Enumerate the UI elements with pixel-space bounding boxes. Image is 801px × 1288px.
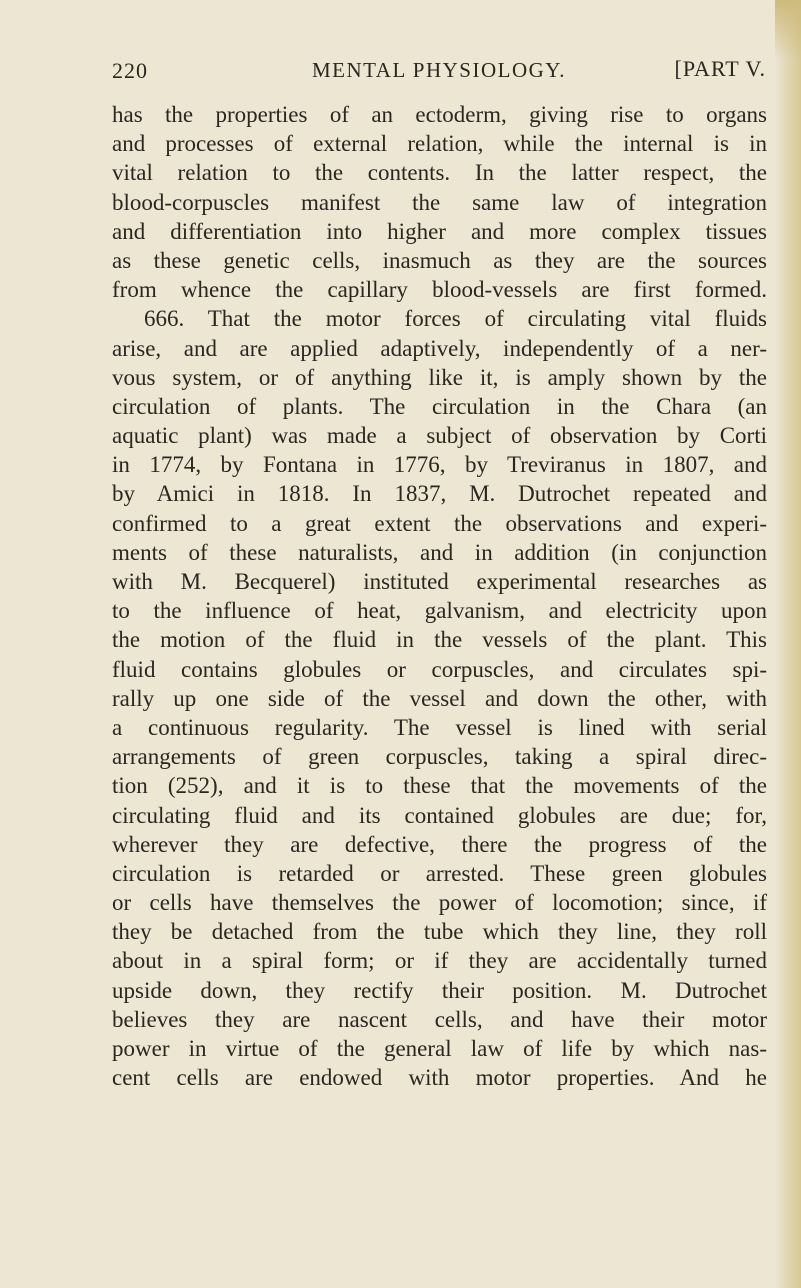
text-line: or cells have themselves the power of locomotion; since, if bbox=[112, 890, 767, 916]
text-line: power in virtue of the general law of life by which nas- bbox=[112, 1036, 767, 1061]
page-number: 220 bbox=[112, 58, 148, 83]
page-edge-stain bbox=[775, 0, 801, 60]
text-line: aquatic plant) was made a subject of observation by Corti bbox=[112, 423, 767, 449]
text-line: arise, and are applied adaptively, independently of a ner- bbox=[112, 335, 767, 361]
text-line: rally up one side of the vessel and down the other, with bbox=[112, 685, 767, 711]
text-line: vital relation to the contents. In the latter respect, the bbox=[112, 160, 767, 186]
text-line: about in a spiral form; or if they are accidentally turned bbox=[112, 948, 767, 974]
text-line: wherever they are defective, there the progress of the bbox=[112, 831, 767, 857]
text-line: by Amici in 1818. In 1837, M. Dutrochet repeated and bbox=[112, 481, 767, 507]
text-line: and differentiation into higher and more complex tissues bbox=[112, 218, 767, 244]
running-header bbox=[112, 58, 766, 88]
text-line: circulating fluid and its contained globules are due; for, bbox=[112, 802, 767, 828]
text-line: blood-corpuscles manifest the same law of integration bbox=[112, 189, 767, 215]
text-line: circulation of plants. The circulation in the Chara (an bbox=[112, 393, 767, 419]
text-line: tion (252), and it is to these that the movements of the bbox=[112, 773, 767, 799]
text-line: ments of these naturalists, and in addition (in conjunction bbox=[112, 539, 767, 565]
text-line: confirmed to a great extent the observations and experi- bbox=[112, 510, 767, 536]
text-line: believes they are nascent cells, and have their motor bbox=[112, 1006, 767, 1032]
running-title: MENTAL PHYSIOLOGY. bbox=[312, 58, 566, 82]
body-text bbox=[112, 100, 767, 1092]
text-line: they be detached from the tube which they line, they roll bbox=[112, 919, 767, 945]
text-line: arrangements of green corpuscles, taking a spiral direc- bbox=[112, 744, 767, 770]
paragraph-start-line: 666. That the motor forces of circulating vital fluids bbox=[144, 306, 767, 332]
text-line: the motion of the fluid in the vessels of the plant. This bbox=[112, 627, 767, 653]
text-line: upside down, they rectify their position. M. Dutrochet bbox=[112, 977, 767, 1003]
text-line: to the influence of heat, galvanism, and electricity upon bbox=[112, 598, 767, 624]
text-line: vous system, or of anything like it, is amply shown by the bbox=[112, 364, 767, 390]
text-line: a continuous regularity. The vessel is lined with serial bbox=[112, 714, 767, 740]
text-line: from whence the capillary blood-vessels are first formed. bbox=[112, 277, 767, 303]
text-line: cent cells are endowed with motor properties. And he bbox=[112, 1065, 767, 1091]
text-line: and processes of external relation, while the internal is in bbox=[112, 131, 767, 157]
text-line: as these genetic cells, inasmuch as they are the sources bbox=[112, 247, 767, 273]
text-line: circulation is retarded or arrested. These green globules bbox=[112, 860, 767, 886]
part-label: [PART V. bbox=[674, 56, 766, 81]
text-line: fluid contains globules or corpuscles, and circulates spi- bbox=[112, 656, 767, 682]
text-line: in 1774, by Fontana in 1776, by Treviranus in 1807, and bbox=[112, 452, 767, 478]
text-line: with M. Becquerel) instituted experimental researches as bbox=[112, 569, 767, 594]
text-line: has the properties of an ectoderm, giving rise to organs bbox=[112, 102, 767, 127]
page-edge-shadow bbox=[775, 0, 801, 1288]
